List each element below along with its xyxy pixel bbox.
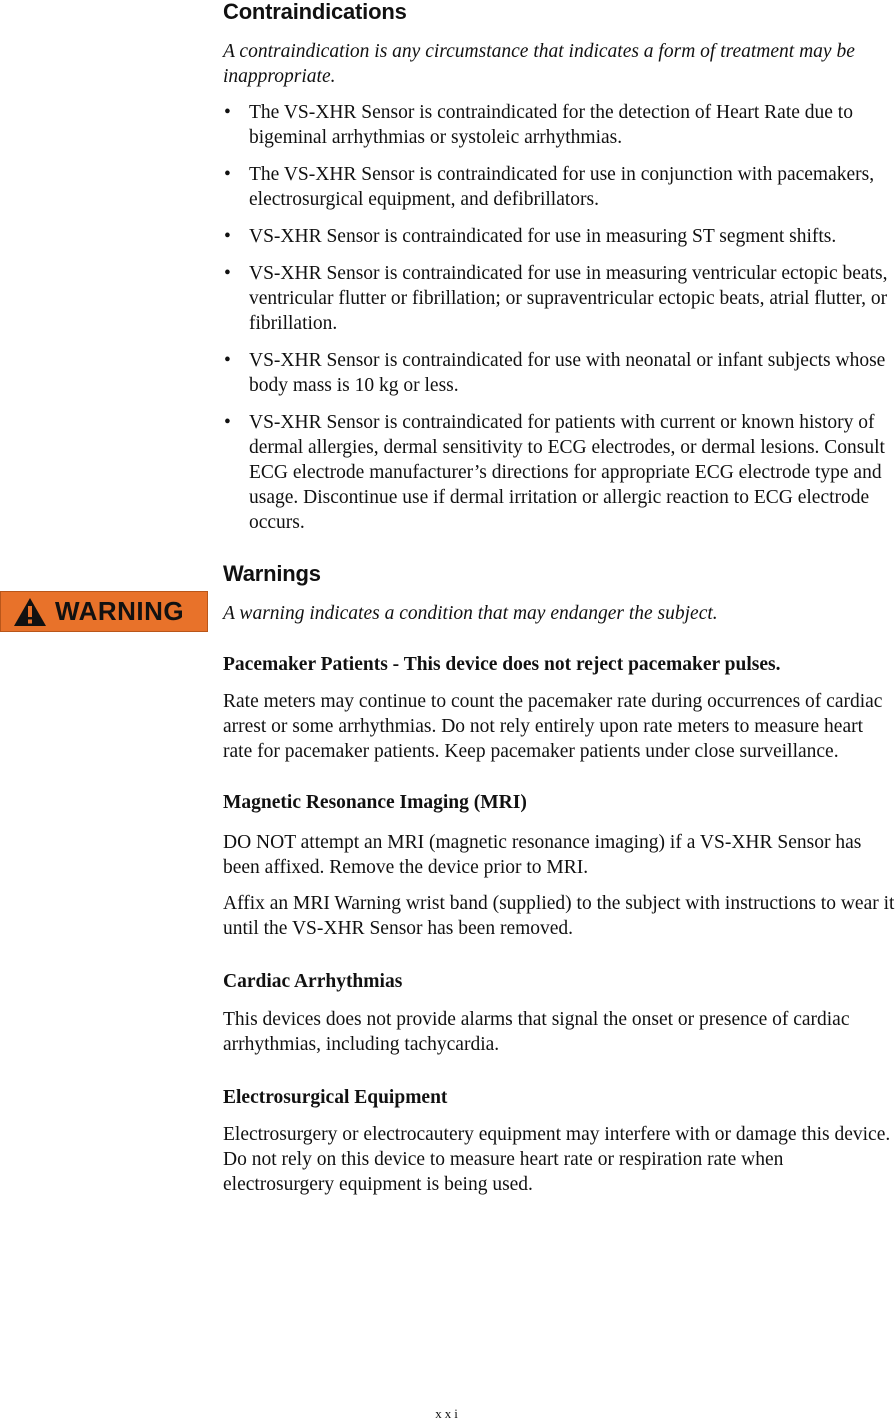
mri-body-2: Affix an MRI Warning wrist band (supplied) to the subject with instructions to wear it until the VS-XHR Sensor has been removed. [223, 893, 895, 939]
bullet-icon: • [224, 226, 231, 247]
contraindications-heading: Contraindications [223, 0, 407, 24]
bullet-icon: • [224, 350, 231, 371]
list-item: • The VS-XHR Sensor is contraindicated for use in conjunction with pacemakers, electrosurgical equipment, and defibrillators. [224, 164, 875, 210]
list-item: • VS-XHR Sensor is contraindicated for use in measuring ST segment shifts. [224, 226, 837, 247]
warning-badge [0, 591, 208, 632]
warnings-heading: Warnings [223, 561, 321, 586]
list-item: • VS-XHR Sensor is contraindicated for patients with current or known history of dermal allergies, dermal sensitivity to ECG electrodes, or dermal lesions. Consult ECG electrode manufacturer’s directions for appropriate ECG electrode type and usage. Discontinue use if dermal irritation or allergic reaction to ECG electrode occurs. [224, 412, 885, 533]
pacemaker-title: Pacemaker Patients - This device does not reject pacemaker pulses. [223, 654, 781, 675]
electrosurgical-body: Electrosurgery or electrocautery equipment may interfere with or damage this device. Do not rely on this device to measure heart rate or respiration rate when electrosurgery equipment is being used. [223, 1124, 891, 1195]
warning-label: WARNING [55, 596, 185, 626]
contraindications-intro: A contraindication is any circumstance that indicates a form of treatment may be inappropriate. [223, 41, 855, 87]
list-item: • The VS-XHR Sensor is contraindicated for the detection of Heart Rate due to bigeminal arrhythmias or systoleic arrhythmias. [224, 102, 853, 148]
pacemaker-body: Rate meters may continue to count the pacemaker rate during occurrences of cardiac arrest or some arrhythmias. Do not rely entirely upon rate meters to measure heart rate for pacemaker patients. Keep pacemaker patients under close surveillance. [223, 691, 883, 762]
mri-body-1: DO NOT attempt an MRI (magnetic resonance imaging) if a VS-XHR Sensor has been affixed. Remove the device prior to MRI. [223, 832, 862, 878]
bullet-icon: • [224, 102, 231, 123]
document-body [223, 0, 896, 1197]
list-item: • VS-XHR Sensor is contraindicated for use with neonatal or infant subjects whose body mass is 10 kg or less. [224, 350, 886, 396]
bullet-icon: • [224, 412, 231, 433]
warnings-intro: A warning indicates a condition that may endanger the subject. [223, 603, 718, 624]
mri-title: Magnetic Resonance Imaging (MRI) [223, 792, 527, 813]
list-item: • VS-XHR Sensor is contraindicated for use in measuring ventricular ectopic beats, ventricular flutter or fibrillation; or supraventricular ectopic beats, atrial flutter, or fibrillation. [224, 263, 888, 334]
arrhythmias-body: This devices does not provide alarms that signal the onset or presence of cardiac arrhythmias, including tachycardia. [223, 1009, 850, 1055]
electrosurgical-title: Electrosurgical Equipment [223, 1087, 448, 1108]
arrhythmias-title: Cardiac Arrhythmias [223, 971, 403, 992]
bullet-icon: • [224, 263, 231, 284]
contraindications-list [223, 100, 896, 535]
bullet-icon: • [224, 164, 231, 185]
warning-triangle-icon [13, 597, 47, 627]
page-number: xxi [435, 1406, 461, 1421]
